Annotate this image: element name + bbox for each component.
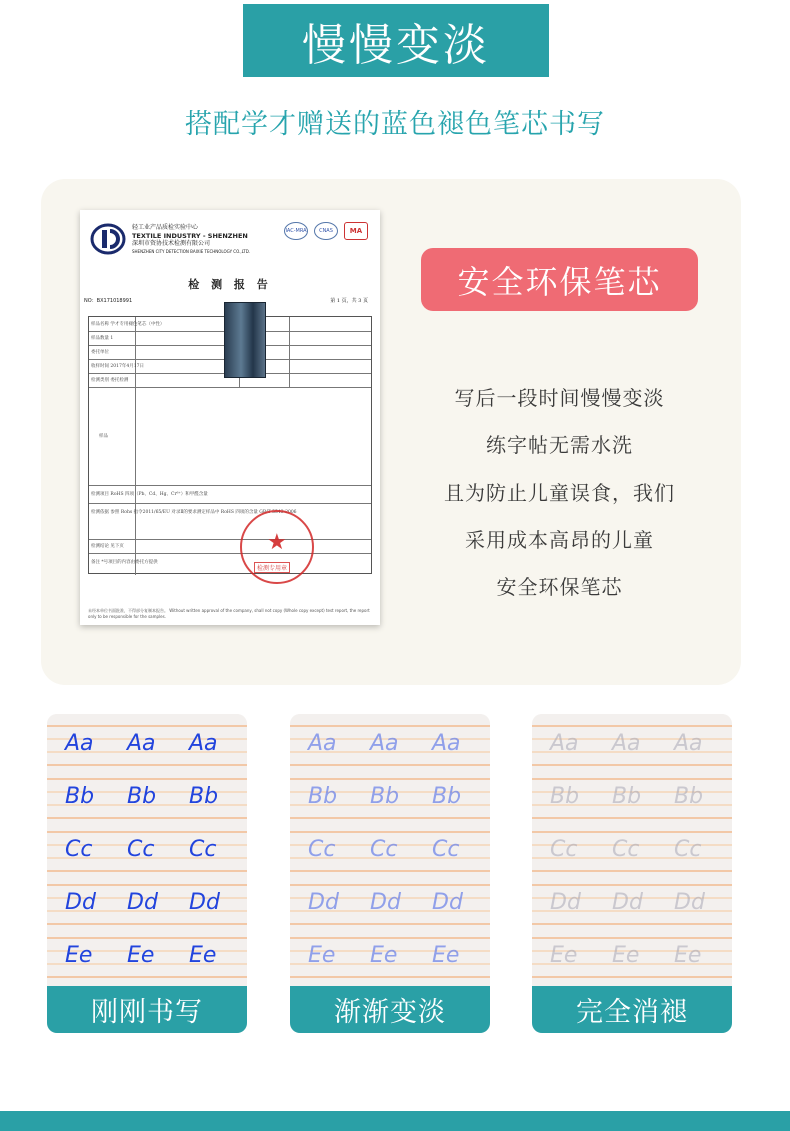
handwritten-letter: Dd: [65, 890, 96, 915]
report-row: 样品名称 学才专用褪色笔芯（中性）: [91, 322, 165, 327]
report-row: 样品数量 1: [91, 336, 114, 341]
writing-card-faded: [532, 714, 732, 1033]
description-line: 练字帖无需水洗: [486, 433, 633, 457]
writing-card-fading: [290, 714, 490, 1033]
star-icon: ★: [267, 530, 287, 555]
handwritten-letter: Ee: [612, 943, 640, 968]
report-org-en: TEXTILE INDUSTRY - SHENZHEN: [132, 232, 248, 240]
bottom-bar: [0, 1111, 790, 1131]
description-line: 安全环保笔芯: [496, 575, 623, 599]
handwritten-letter: Cc: [550, 837, 578, 862]
handwritten-letter: Aa: [550, 731, 579, 756]
report-org-cn: 轻工业产品质检实验中心: [132, 224, 199, 231]
handwriting-sample: [47, 714, 247, 986]
ma-badge-icon: MA: [344, 222, 368, 240]
card-caption: 渐渐变淡: [290, 986, 490, 1033]
handwritten-letter: Dd: [308, 890, 339, 915]
handwritten-letter: Cc: [308, 837, 336, 862]
report-org-cn2: 深圳市资协技术检测有限公司: [132, 240, 211, 247]
report-row: 检测依据 参照 Rohs 指令2011/65/EU 对录Ⅱ的要求测定样品中 RoHS 四项的含量 GB/T 5543-2006: [91, 510, 297, 515]
handwritten-letter: Dd: [550, 890, 581, 915]
handwritten-letter: Ee: [370, 943, 398, 968]
handwritten-letter: Aa: [674, 731, 703, 756]
handwritten-letter: Aa: [432, 731, 461, 756]
eco-refill-badge: 安全环保笔芯: [421, 248, 698, 311]
handwriting-sample: [532, 714, 732, 986]
report-page-count: 第 1 页，共 3 页: [330, 298, 368, 304]
handwritten-letter: Dd: [189, 890, 220, 915]
report-row: 委托单位: [91, 350, 109, 355]
report-row: 备注 *号项目的内容由委托方提供: [91, 560, 158, 565]
report-org-en2: SHENZHEN CITY DETECTION BAIXIE TECHNOLOGY CO.,LTD.: [132, 249, 251, 254]
page-subtitle: 搭配学才赠送的蓝色褪色笔芯书写: [185, 109, 605, 140]
handwritten-letter: Ee: [65, 943, 93, 968]
report-row: 样品: [99, 434, 108, 439]
handwritten-letter: Ee: [189, 943, 217, 968]
handwritten-letter: Aa: [308, 731, 337, 756]
handwritten-letter: Ee: [127, 943, 155, 968]
report-logo-icon: [90, 223, 126, 255]
certification-badges: [284, 222, 368, 240]
handwritten-letter: Bb: [370, 784, 400, 809]
handwritten-letter: Dd: [370, 890, 401, 915]
handwritten-letter: Bb: [127, 784, 157, 809]
handwritten-letter: Ee: [432, 943, 460, 968]
page-title: 慢慢变淡: [243, 4, 549, 77]
handwritten-letter: Dd: [612, 890, 643, 915]
handwritten-letter: Dd: [432, 890, 463, 915]
stamp-label: 检测专用章: [254, 562, 290, 573]
description-line: 写后一段时间慢慢变淡: [454, 386, 665, 410]
handwritten-letter: Bb: [674, 784, 704, 809]
card-caption: 刚刚书写: [47, 986, 247, 1033]
handwriting-sample: [290, 714, 490, 986]
handwritten-letter: Cc: [370, 837, 398, 862]
handwritten-letter: Cc: [612, 837, 640, 862]
handwritten-letter: Aa: [612, 731, 641, 756]
handwritten-letter: Aa: [370, 731, 399, 756]
handwritten-letter: Bb: [432, 784, 462, 809]
report-stamp: [240, 510, 314, 584]
sample-photo: [224, 302, 266, 378]
report-number: NO：BX171018991: [84, 298, 133, 304]
handwritten-letter: Aa: [127, 731, 156, 756]
handwritten-letter: Bb: [308, 784, 338, 809]
handwritten-letter: Dd: [674, 890, 705, 915]
writing-card-fresh: [47, 714, 247, 1033]
report-row: 收样时间 2017年4月17日: [91, 364, 144, 369]
handwritten-letter: Bb: [612, 784, 642, 809]
handwritten-letter: Cc: [127, 837, 155, 862]
handwritten-letter: Bb: [65, 784, 95, 809]
handwritten-letter: Aa: [189, 731, 218, 756]
handwritten-letter: Ee: [308, 943, 336, 968]
handwritten-letter: Dd: [127, 890, 158, 915]
handwritten-letter: Cc: [189, 837, 217, 862]
report-row: 检测项目 RoHS 四项（Pb、Cd、Hg、Cr⁶⁺）和甲醛含量: [91, 492, 208, 497]
handwritten-letter: Ee: [550, 943, 578, 968]
ilac-badge-icon: IAC-MRA: [284, 222, 308, 240]
handwritten-letter: Bb: [189, 784, 219, 809]
handwritten-letter: Cc: [674, 837, 702, 862]
test-report-image: [80, 210, 380, 625]
handwritten-letter: Bb: [550, 784, 580, 809]
handwritten-letter: Cc: [65, 837, 93, 862]
card-caption: 完全消褪: [532, 986, 732, 1033]
description-line: 采用成本高昂的儿童: [465, 528, 654, 552]
report-organization: [132, 224, 250, 256]
handwritten-letter: Cc: [432, 837, 460, 862]
handwritten-letter: Aa: [65, 731, 94, 756]
report-footer: 未经本单位书面批准，不得部分复制本报告。 Without written approval of the company, shall not copy (Whole copy except) test report, the report only to be responsible for the samples.: [88, 608, 370, 619]
description-line: 且为防止儿童误食，我们: [444, 481, 675, 505]
handwritten-letter: Ee: [674, 943, 702, 968]
report-row: 检测结论 见下页: [91, 544, 124, 549]
report-heading: 检 测 报 告: [188, 278, 272, 291]
report-row: 检测类别 委托检测: [91, 378, 129, 383]
cnas-badge-icon: CNAS: [314, 222, 338, 240]
